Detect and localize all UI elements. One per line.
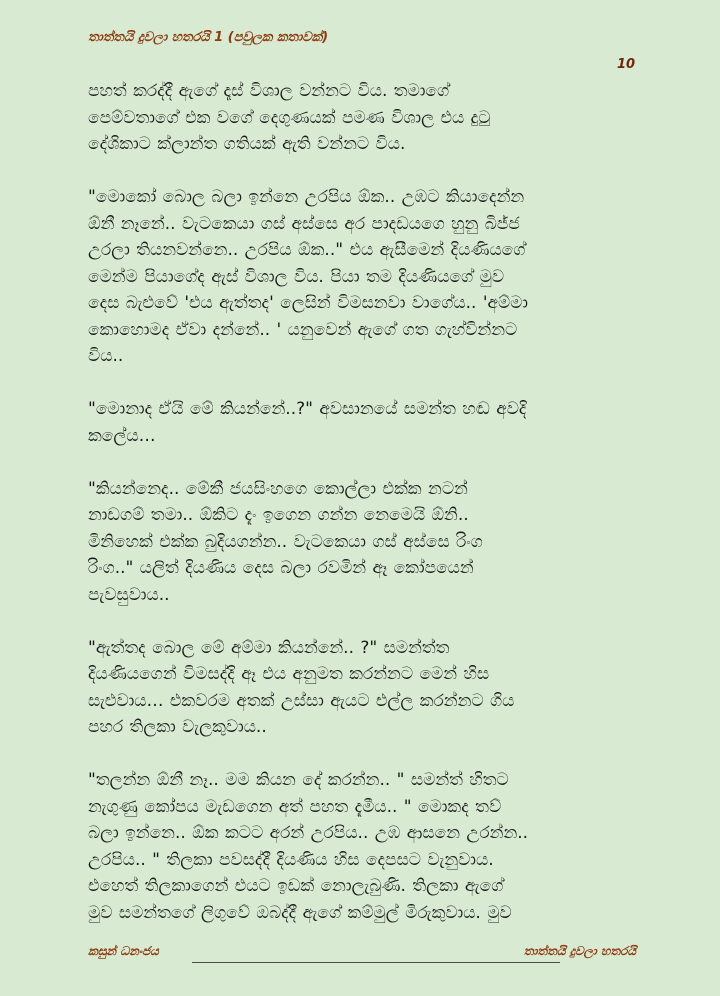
story-paragraph: "ඇත්තද බොල මේ අම්මා කියන්නේ.. ?" සමන්ත්ත දියණියගෙන් විමසද්දි ඈ එය අනුමත කරන්නට මෙන් හිස සැළුවාය… එකවරම අතක් උස්සා ඇයට එල්ල කරන්නට ගිය පහර තිලකා වැලකුවාය.. <box>88 637 515 737</box>
footer-series-title: තාත්තයි දුවලා හතරයි <box>523 944 636 958</box>
footer-divider <box>192 962 560 963</box>
story-paragraph: "මොනාද ඒයි මේ කියන්නේ..?" අවසානයේ සමන්ත හඬ අවදි කලේය… <box>88 399 527 446</box>
story-paragraph: පහත් කරද්දී ඇගේ දෑස් විශාල වන්නට විය. තමාගේ පෙම්වතාගේ එක වගේ දෙගුණයක් පමණ විශාල එය දුටු දේශිකාට ක්ලාන්ත ගතියක් ඇති වන්නට විය. <box>88 81 491 154</box>
page-number: 10 <box>617 57 636 72</box>
page-footer <box>88 944 636 968</box>
footer-author: කසුන් ධනංජය <box>88 944 159 958</box>
page-header-title: තාත්තයි දුවලා හතරයි 1 (පවුලක කතාවක්) <box>88 30 329 45</box>
story-paragraph: "මොකෝ බොල බලා ඉන්නෙ උරපිය ඕක.. උඹට කියාදෙන්න ඕනී නෑනේ.. වැටකෙයා ගස් අස්සෙ අර පාදඩයගෙ හුනු බිජ්ජ උරලා තියනවන්නෙ.. උරපිය ඕක.." එය ඇසීමෙන් දියණියගේ මෙන්ම පියාගේද ඇස් විශාල විය. පියා තම දියණියගේ මුව දෙස බැළුවේ 'එය ඇත්තද' ලෙසින් විමසනවා වාගේය.. 'අම්මා කොහොමද ඒවා දන්නේ.. ' යනුවෙන් ඇගේ ගත ගැහ්වින්නට විය.. <box>88 187 528 366</box>
story-paragraph: "තලන්න ඕනී නෑ.. මම කියන දේ කරන්න.. " සමන්ත් හිතට නැගුණු කෝපය මැඩගෙන අත් පහත දැමීය.. " මොකද තව් බලා ඉන්නෙ.. ඕක කටට අරන් උරපිය.. උඹ ආසනෙ උරන්න.. උරපිය.. " තිලකා පවසද්දී දියණිය හිස දෙපසට වැනුවාය. එහෙත් තිලකාගෙන් එයට ඉඩක් නොලැබුණි. තිලකා ඇගේ මුව සමන්තගේ ලිගුවේ ඔබද්දී ඇගේ කම්මුල් මිරුකුවාය. මුව <box>88 770 529 923</box>
story-body <box>88 78 648 928</box>
story-paragraph: "කියන්නෙද.. මේකී ජයසිංහගෙ කොල්ලා එක්ක නටන් නාඩගම් තමා.. ඕකිට දැං ඉගෙන ගන්න නෙමෙයි ඕනි.. මිනිහෙක් එක්ක බුදියගන්න.. වැටකෙයා ගස් අස්සෙ රිංග රිංග.." යලිත් දියණිය දෙස බලා රවමින් ඈ කෝපයෙන් පැවසුවාය.. <box>88 478 483 605</box>
